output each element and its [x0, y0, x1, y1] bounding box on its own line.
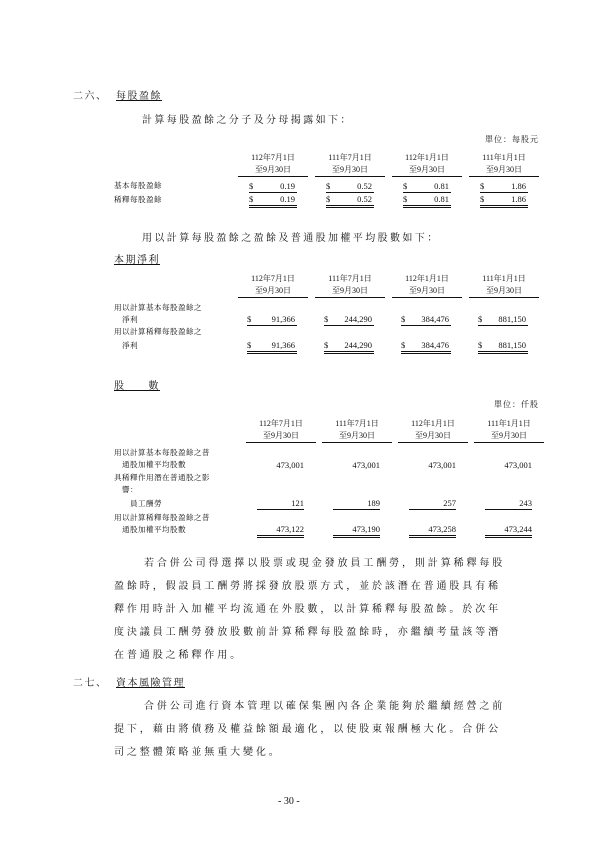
- page-number: - 30 -: [278, 796, 300, 807]
- shares-basic-label-a: 用以計算基本每股盈餘之普: [114, 448, 210, 457]
- net-income-diluted-label-a: 用以計算稀釋每股盈餘之: [114, 327, 202, 336]
- paragraph2-line-1: 合併公司進行資本管理以確保集團內各企業能夠於繼續經營之前: [144, 701, 506, 712]
- net-income-header-4: 111年1月1日 至9月30日: [469, 273, 539, 298]
- net-income-title: 本期淨利: [114, 255, 160, 266]
- section-26-title: 每股盈餘: [116, 91, 162, 102]
- shares-bonus-value-1: 121: [257, 497, 304, 510]
- shares-basic-label-b: 通股加權平均股數: [122, 460, 186, 469]
- shares-intro: 用以計算每股盈餘之盈餘及普通股加權平均股數如下：: [142, 233, 440, 244]
- paragraph2-line-3: 司之整體策略並無重大變化。: [114, 747, 282, 758]
- section-27-title: 資本風險管理: [116, 678, 185, 689]
- net-income-basic-cell-3: $ 384,476: [401, 314, 449, 324]
- table1-header-2: 111年7月1日 至9月30日: [315, 152, 385, 177]
- shares-bonus-value-3: 257: [409, 497, 456, 510]
- shares-bonus-label: 員工酬勞: [130, 499, 162, 508]
- shares-basic-value-3: 473,001: [428, 460, 456, 470]
- net-income-diluted-label-b: 淨利: [122, 341, 138, 350]
- table1-header-1: 112年7月1日 至9月30日: [238, 152, 308, 177]
- table1-basic-cell-3: $ 0.81: [403, 181, 449, 191]
- net-income-header-3: 112年1月1日 至9月30日: [392, 273, 462, 298]
- shares-basic-value-4: 473,001: [504, 460, 532, 470]
- net-income-basic-cell-4: $ 881,150: [478, 314, 526, 324]
- shares-title: 股 數: [114, 381, 160, 392]
- net-income-diluted-cell-2: $ 244,290: [324, 339, 374, 354]
- table1-diluted-cell-1: $ 0.19: [249, 193, 297, 208]
- net-income-diluted-cell-4: $ 881,150: [478, 339, 528, 354]
- table1-unit: 單位：每股元: [485, 135, 539, 144]
- shares-header-2: 111年7月1日 至9月30日: [322, 418, 392, 443]
- shares-header-4: 111年1月1日 至9月30日: [474, 418, 544, 443]
- paragraph1-line-3: 釋作用時計入加權平均流通在外股數，以計算稀釋每股盈餘。於次年: [114, 604, 501, 615]
- shares-diluted-label-a: 用以計算稀釋每股盈餘之普: [114, 513, 210, 522]
- paragraph2-line-2: 提下，藉由將債務及權益餘額最適化，以使股東報酬極大化。合併公: [114, 724, 501, 735]
- shares-basic-value-2: 473,001: [352, 460, 380, 470]
- table1-row-diluted-label: 稀釋每股盈餘: [114, 195, 162, 204]
- shares-dilutive-label-a: 具稀釋作用潛在普通股之影: [114, 473, 210, 482]
- table1-basic-cell-4: $ 1.86: [480, 181, 526, 191]
- net-income-diluted-cell-1: $ 91,366: [247, 339, 297, 354]
- table1-header-4: 111年1月1日 至9月30日: [469, 152, 539, 177]
- table1-diluted-cell-4: $ 1.86: [480, 193, 528, 208]
- shares-diluted-value-3: 473,258: [409, 523, 456, 538]
- shares-basic-value-1: 473,001: [276, 460, 304, 470]
- shares-header-3: 112年1月1日 至9月30日: [398, 418, 468, 443]
- shares-bonus-value-4: 243: [485, 497, 532, 510]
- net-income-basic-label-b: 淨利: [122, 315, 138, 324]
- shares-header-1: 112年7月1日 至9月30日: [246, 418, 316, 443]
- shares-unit: 單位：仟股: [494, 400, 539, 409]
- shares-diluted-value-4: 473,244: [485, 523, 532, 538]
- paragraph1-line-4: 度決議員工酬勞發放股數前計算稀釋每股盈餘時，亦繼續考量該等潛: [114, 627, 501, 638]
- eps-intro: 計算每股盈餘之分子及分母揭露如下：: [142, 115, 353, 126]
- section-26-number: 二六、: [73, 91, 108, 102]
- shares-dilutive-label-b: 響：: [122, 485, 138, 494]
- table1-row-basic-label: 基本每股盈餘: [114, 181, 162, 190]
- table1-diluted-cell-2: $ 0.52: [326, 193, 374, 208]
- net-income-header-1: 112年7月1日 至9月30日: [238, 273, 308, 298]
- net-income-diluted-cell-3: $ 384,476: [401, 339, 451, 354]
- paragraph1-line-5: 在普通股之稀釋作用。: [114, 650, 243, 661]
- paragraph1-line-1: 若合併公司得選擇以股票或現金發放員工酬勞，則計算稀釋每股: [144, 558, 506, 569]
- shares-diluted-value-1: 473,122: [257, 523, 304, 538]
- table1-diluted-cell-3: $ 0.81: [403, 193, 451, 208]
- net-income-header-2: 111年7月1日 至9月30日: [315, 273, 385, 298]
- paragraph1-line-2: 盈餘時，假設員工酬勞將採發放股票方式，並於該潛在普通股具有稀: [114, 581, 501, 592]
- net-income-basic-cell-1: $ 91,366: [247, 314, 295, 324]
- table1-basic-cell-1: $ 0.19: [249, 181, 295, 191]
- table1-basic-cell-2: $ 0.52: [326, 181, 372, 191]
- shares-diluted-label-b: 通股加權平均股數: [122, 525, 186, 534]
- net-income-basic-cell-2: $ 244,290: [324, 314, 372, 324]
- table1-header-3: 112年1月1日 至9月30日: [392, 152, 462, 177]
- shares-bonus-value-2: 189: [333, 497, 380, 510]
- shares-diluted-value-2: 473,190: [333, 523, 380, 538]
- net-income-basic-label-a: 用以計算基本每股盈餘之: [114, 303, 202, 312]
- section-27-number: 二七、: [73, 678, 108, 689]
